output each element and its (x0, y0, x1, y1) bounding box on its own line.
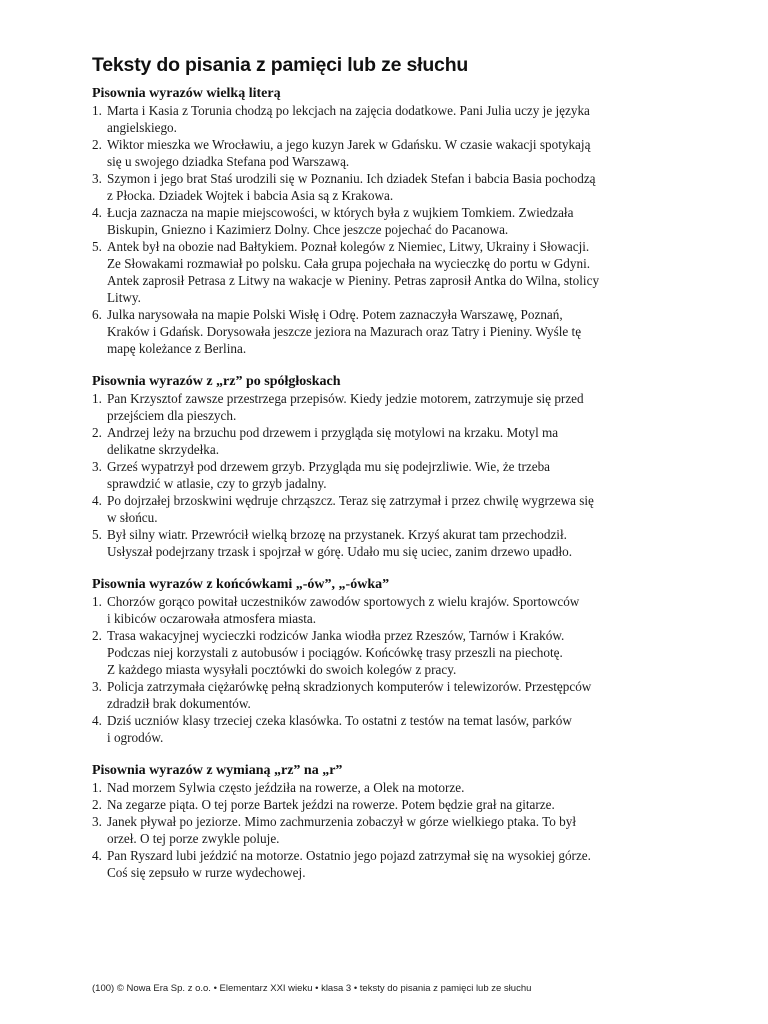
list-item (92, 712, 722, 746)
exercise-list (92, 593, 722, 746)
item-line: Podczas niej korzystali z autobusów i pociągów. Końcówkę trasy przeszli na piechotę. (107, 645, 563, 660)
list-item (92, 526, 722, 560)
exercise-list (92, 779, 722, 881)
item-line: Dziś uczniów klasy trzeciej czeka klasówka. To ostatni z testów na temat lasów, parków (107, 713, 572, 728)
item-number: 4. (92, 848, 102, 863)
list-item (92, 593, 722, 627)
item-line: Antek był na obozie nad Bałtykiem. Poznał kolegów z Niemiec, Litwy, Ukrainy i Słowacji. (107, 239, 590, 254)
item-line: Grześ wypatrzył pod drzewem grzyb. Przygląda mu się podejrzliwie. Wie, że trzeba (107, 459, 551, 474)
item-number: 2. (92, 137, 102, 152)
item-line: mapę koleżance z Berlina. (107, 341, 247, 356)
item-number: 2. (92, 628, 102, 643)
item-line: Z każdego miasta wysyłali pocztówki do swoich kolegów z pracy. (107, 662, 457, 677)
section (92, 373, 722, 560)
item-line: Pan Krzysztof zawsze przestrzega przepisów. Kiedy jedzie motorem, zatrzymuje się przed (107, 391, 584, 406)
item-line: Litwy. (107, 290, 141, 305)
item-number: 3. (92, 814, 102, 829)
item-line: przejściem dla pieszych. (107, 408, 237, 423)
item-number: 4. (92, 205, 102, 220)
item-line: Po dojrzałej brzoskwini wędruje chrząszcz. Teraz się zatrzymał i przez chwilę wygrzewa się (107, 493, 594, 508)
item-line: i ogrodów. (107, 730, 164, 745)
list-item (92, 847, 722, 881)
list-item (92, 424, 722, 458)
item-number: 1. (92, 780, 102, 795)
item-line: w słońcu. (107, 510, 158, 525)
list-item (92, 813, 722, 847)
exercise-list (92, 102, 722, 357)
item-line: Na zegarze piąta. O tej porze Bartek jeździ na rowerze. Potem będzie grał na gitarze. (107, 797, 555, 812)
item-number: 1. (92, 103, 102, 118)
list-item (92, 796, 722, 813)
list-item (92, 492, 722, 526)
list-item (92, 204, 722, 238)
item-number: 3. (92, 679, 102, 694)
item-line: Biskupin, Gniezno i Kazimierz Dolny. Chce jeszcze pojechać do Pacanowa. (107, 222, 509, 237)
section-heading: Pisownia wyrazów z „rz” po spółgłoskach (92, 374, 341, 389)
item-line: Kraków i Gdańsk. Dorysowała jeszcze jeziora na Mazurach oraz Tatry i Pieniny. Wyśle tę (107, 324, 582, 339)
item-line: orzeł. O tej porze zwykle poluje. (107, 831, 280, 846)
document-page (92, 54, 722, 897)
item-number: 1. (92, 391, 102, 406)
item-line: Antek zaprosił Petrasa z Litwy na wakacje w Pieniny. Petras zaprosił Antka do Wilna, stolicy (107, 273, 600, 288)
item-line: sprawdzić w atlasie, czy to grzyb jadalny. (107, 476, 327, 491)
sections-container (92, 85, 722, 881)
section-heading: Pisownia wyrazów z końcówkami „-ów”, „-ówka” (92, 577, 390, 592)
item-number: 5. (92, 239, 102, 254)
item-number: 4. (92, 493, 102, 508)
item-line: Łucja zaznacza na mapie miejscowości, w których była z wujkiem Tomkiem. Zwiedzała (107, 205, 574, 220)
item-line: i kibiców oczarowała atmosfera miasta. (107, 611, 317, 626)
section (92, 576, 722, 746)
page-footer: (100) © Nowa Era Sp. z o.o. • Elementarz XXI wieku • klasa 3 • teksty do pisania z pamięci lub ze słuchu (92, 983, 532, 994)
item-line: delikatne skrzydełka. (107, 442, 220, 457)
item-line: Wiktor mieszka we Wrocławiu, a jego kuzyn Jarek w Gdańsku. W czasie wakacji spotykają (107, 137, 591, 152)
item-line: Janek pływał po jeziorze. Mimo zachmurzenia zobaczył w górze wielkiego ptaka. To był (107, 814, 577, 829)
item-line: Policja zatrzymała ciężarówkę pełną skradzionych komputerów i telewizorów. Przestępców (107, 679, 592, 694)
list-item (92, 238, 722, 306)
list-item (92, 306, 722, 357)
page-title: Teksty do pisania z pamięci lub ze słuchu (92, 54, 469, 76)
list-item (92, 779, 722, 796)
item-number: 3. (92, 171, 102, 186)
item-number: 5. (92, 527, 102, 542)
item-line: Nad morzem Sylwia często jeździła na rowerze, a Olek na motorze. (107, 780, 465, 795)
item-line: się u swojego dziadka Stefana pod Warszawą. (107, 154, 350, 169)
item-line: Chorzów gorąco powitał uczestników zawodów sportowych z wielu krajów. Sportowców (107, 594, 580, 609)
item-number: 2. (92, 797, 102, 812)
section-heading: Pisownia wyrazów z wymianą „rz” na „r” (92, 763, 343, 778)
list-item (92, 102, 722, 136)
item-line: Ze Słowakami rozmawiał po polsku. Cała grupa pojechała na wycieczkę do portu w Gdyni. (107, 256, 591, 271)
item-line: Był silny wiatr. Przewrócił wielką brzozę na przystanek. Krzyś akurat tam przechodził. (107, 527, 567, 542)
item-line: angielskiego. (107, 120, 177, 135)
item-line: zdradził brak dokumentów. (107, 696, 251, 711)
item-line: Szymon i jego brat Staś urodzili się w Poznaniu. Ich dziadek Stefan i babcia Basia pochodzą (107, 171, 596, 186)
item-line: Usłyszał podejrzany trzask i spojrzał w górę. Udało mu się uciec, zanim drzewo upadło. (107, 544, 573, 559)
section (92, 762, 722, 881)
item-line: Trasa wakacyjnej wycieczki rodziców Janka wiodła przez Rzeszów, Tarnów i Kraków. (107, 628, 565, 643)
section-heading: Pisownia wyrazów wielką literą (92, 86, 281, 101)
list-item (92, 627, 722, 678)
item-number: 3. (92, 459, 102, 474)
section (92, 85, 722, 357)
item-line: Julka narysowała na mapie Polski Wisłę i Odrę. Potem zaznaczyła Warszawę, Poznań, (107, 307, 563, 322)
exercise-list (92, 390, 722, 560)
item-number: 4. (92, 713, 102, 728)
list-item (92, 458, 722, 492)
item-line: z Płocka. Dziadek Wojtek i babcia Asia są z Krakowa. (107, 188, 394, 203)
item-number: 2. (92, 425, 102, 440)
item-line: Coś się zepsuło w rurze wydechowej. (107, 865, 306, 880)
list-item (92, 390, 722, 424)
item-number: 6. (92, 307, 102, 322)
list-item (92, 678, 722, 712)
item-line: Pan Ryszard lubi jeździć na motorze. Ostatnio jego pojazd zatrzymał się na wysokiej górze. (107, 848, 591, 863)
list-item (92, 170, 722, 204)
item-number: 1. (92, 594, 102, 609)
item-line: Marta i Kasia z Torunia chodzą po lekcjach na zajęcia dodatkowe. Pani Julia uczy je języka (107, 103, 590, 118)
list-item (92, 136, 722, 170)
item-line: Andrzej leży na brzuchu pod drzewem i przygląda się motylowi na krzaku. Motyl ma (107, 425, 559, 440)
